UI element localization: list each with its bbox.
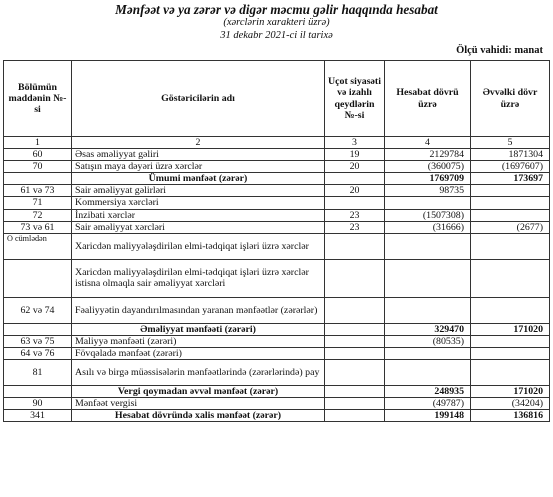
note-number-cell bbox=[325, 173, 385, 185]
previous-period-cell bbox=[471, 209, 550, 221]
previous-period-cell bbox=[471, 197, 550, 209]
report-table bbox=[3, 60, 550, 422]
indicator-name-cell: Maliyyə mənfəəti (zərəri) bbox=[72, 335, 325, 347]
previous-period-cell: 136816 bbox=[471, 410, 550, 422]
previous-period-cell: 171020 bbox=[471, 386, 550, 398]
table-row bbox=[4, 347, 550, 359]
previous-period-cell bbox=[471, 185, 550, 197]
note-number-cell bbox=[325, 197, 385, 209]
item-number-cell: 64 və 76 bbox=[4, 347, 72, 359]
header-note-number: Uçot siyasəti və izahlı qeydlərin №-si bbox=[325, 61, 385, 137]
header-previous-period: Əvvəlki dövr üzrə bbox=[471, 61, 550, 137]
note-number-cell bbox=[325, 386, 385, 398]
column-number: 3 bbox=[325, 137, 385, 149]
table-row bbox=[4, 398, 550, 410]
item-number-cell: 341 bbox=[4, 410, 72, 422]
item-number-cell: 90 bbox=[4, 398, 72, 410]
previous-period-cell: (34204) bbox=[471, 398, 550, 410]
current-period-cell: (360075) bbox=[385, 161, 471, 173]
indicator-name-cell: Əməliyyat mənfəəti (zərəri) bbox=[72, 323, 325, 335]
indicator-name-cell: Kommersiya xərcləri bbox=[72, 197, 325, 209]
table-row bbox=[4, 173, 550, 185]
current-period-cell bbox=[385, 297, 471, 323]
indicator-name-cell: Fövqəladə mənfəət (zərəri) bbox=[72, 347, 325, 359]
current-period-cell: 2129784 bbox=[385, 149, 471, 161]
table-row bbox=[4, 209, 550, 221]
item-number-cell: 62 və 74 bbox=[4, 297, 72, 323]
previous-period-cell bbox=[471, 233, 550, 259]
note-number-cell bbox=[325, 360, 385, 386]
note-number-cell bbox=[325, 347, 385, 359]
indicator-name-cell: Vergi qoymadan əvvəl mənfəət (zərər) bbox=[72, 386, 325, 398]
item-number-cell bbox=[4, 323, 72, 335]
note-number-cell bbox=[325, 259, 385, 297]
table-row bbox=[4, 386, 550, 398]
previous-period-cell: 171020 bbox=[471, 323, 550, 335]
item-number-cell: 72 bbox=[4, 209, 72, 221]
table-row bbox=[4, 335, 550, 347]
current-period-cell: 248935 bbox=[385, 386, 471, 398]
current-period-cell: 329470 bbox=[385, 323, 471, 335]
note-number-cell bbox=[325, 297, 385, 323]
indicator-name-cell: Satışın maya dəyəri üzrə xərclər bbox=[72, 161, 325, 173]
previous-period-cell: 173697 bbox=[471, 173, 550, 185]
header-indicator-name: Göstəricilərin adı bbox=[72, 61, 325, 137]
note-number-cell bbox=[325, 335, 385, 347]
table-row bbox=[4, 360, 550, 386]
report-title: Mənfəət və ya zərər və digər məcmu gəlir haqqında hesabat bbox=[115, 2, 438, 17]
indicator-name-cell: Xaricdən maliyyələşdirilən elmi-tədqiqat işləri üzrə xərclər bbox=[72, 233, 325, 259]
previous-period-cell: 1871304 bbox=[471, 149, 550, 161]
previous-period-cell: (1697607) bbox=[471, 161, 550, 173]
item-number-cell: 60 bbox=[4, 149, 72, 161]
note-number-cell: 20 bbox=[325, 161, 385, 173]
previous-period-cell bbox=[471, 347, 550, 359]
table-body bbox=[4, 149, 550, 422]
table-row bbox=[4, 259, 550, 297]
table-row bbox=[4, 323, 550, 335]
current-period-cell: 98735 bbox=[385, 185, 471, 197]
table-row bbox=[4, 297, 550, 323]
item-number-cell bbox=[4, 173, 72, 185]
previous-period-cell bbox=[471, 259, 550, 297]
note-number-cell: 23 bbox=[325, 209, 385, 221]
table-row bbox=[4, 161, 550, 173]
table-row bbox=[4, 410, 550, 422]
previous-period-cell: (2677) bbox=[471, 221, 550, 233]
note-number-cell: 20 bbox=[325, 185, 385, 197]
column-number: 5 bbox=[471, 137, 550, 149]
item-number-cell bbox=[4, 386, 72, 398]
report-subtitle: (xərclərin xarakteri üzrə) bbox=[223, 17, 330, 28]
current-period-cell bbox=[385, 197, 471, 209]
indicator-name-cell: Xaricdən maliyyələşdirilən elmi-tədqiqat işləri üzrə xərclər istisna olmaqla sair əməliyyat xərcləri bbox=[72, 259, 325, 297]
indicator-name-cell: Asılı və birgə müəssisələrin mənfəətlərində (zərərlərində) pay bbox=[72, 360, 325, 386]
note-number-cell bbox=[325, 233, 385, 259]
current-period-cell: (31666) bbox=[385, 221, 471, 233]
note-number-cell bbox=[325, 398, 385, 410]
item-number-cell: O cümlədən bbox=[4, 233, 72, 259]
previous-period-cell bbox=[471, 297, 550, 323]
header-row bbox=[4, 61, 550, 137]
current-period-cell bbox=[385, 347, 471, 359]
unit-label: Ölçü vahidi: manat bbox=[456, 45, 543, 56]
note-number-cell: 19 bbox=[325, 149, 385, 161]
indicator-name-cell: Mənfəət vergisi bbox=[72, 398, 325, 410]
item-number-cell: 70 bbox=[4, 161, 72, 173]
indicator-name-cell: Fəaliyyətin dayandırılmasından yaranan mənfəətlər (zərərlər) bbox=[72, 297, 325, 323]
current-period-cell bbox=[385, 360, 471, 386]
note-number-cell bbox=[325, 410, 385, 422]
item-number-cell: 63 və 75 bbox=[4, 335, 72, 347]
header-current-period: Hesabat dövrü üzrə bbox=[385, 61, 471, 137]
table-row bbox=[4, 221, 550, 233]
column-number: 1 bbox=[4, 137, 72, 149]
item-number-cell: 61 və 73 bbox=[4, 185, 72, 197]
table-row bbox=[4, 197, 550, 209]
current-period-cell: 199148 bbox=[385, 410, 471, 422]
indicator-name-cell: İnzibati xərclər bbox=[72, 209, 325, 221]
current-period-cell bbox=[385, 233, 471, 259]
header-item-number: Bölümün maddənin №-si bbox=[4, 61, 72, 137]
table-row bbox=[4, 149, 550, 161]
item-number-cell: 81 bbox=[4, 360, 72, 386]
current-period-cell: 1769709 bbox=[385, 173, 471, 185]
indicator-name-cell: Sair əməliyyat gəlirləri bbox=[72, 185, 325, 197]
current-period-cell: (80535) bbox=[385, 335, 471, 347]
note-number-cell: 23 bbox=[325, 221, 385, 233]
current-period-cell: (49787) bbox=[385, 398, 471, 410]
item-number-cell: 73 və 61 bbox=[4, 221, 72, 233]
previous-period-cell bbox=[471, 360, 550, 386]
indicator-name-cell: Hesabat dövründə xalis mənfəət (zərər) bbox=[72, 410, 325, 422]
column-number-row bbox=[4, 137, 550, 149]
item-number-cell bbox=[4, 259, 72, 297]
indicator-name-cell: Sair əməliyyat xərcləri bbox=[72, 221, 325, 233]
column-number: 4 bbox=[385, 137, 471, 149]
table-row bbox=[4, 185, 550, 197]
note-number-cell bbox=[325, 323, 385, 335]
column-number: 2 bbox=[72, 137, 325, 149]
item-number-cell: 71 bbox=[4, 197, 72, 209]
current-period-cell: (1507308) bbox=[385, 209, 471, 221]
indicator-name-cell: Ümumi mənfəət (zərər) bbox=[72, 173, 325, 185]
indicator-name-cell: Əsas əməliyyat gəliri bbox=[72, 149, 325, 161]
table-row bbox=[4, 233, 550, 259]
previous-period-cell bbox=[471, 335, 550, 347]
report-date: 31 dekabr 2021-ci il tarixə bbox=[220, 30, 333, 41]
current-period-cell bbox=[385, 259, 471, 297]
